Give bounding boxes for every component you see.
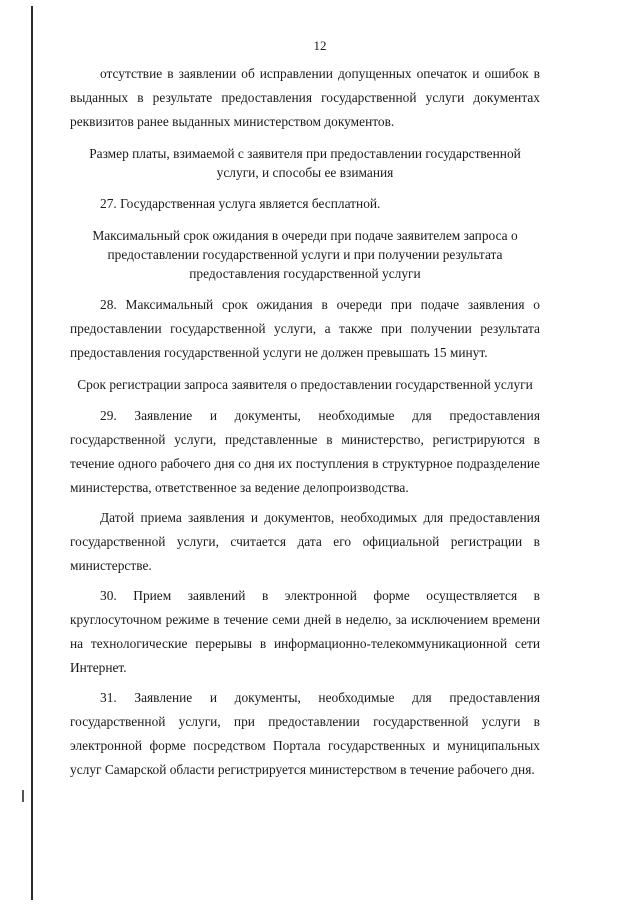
- section-heading-registration: Срок регистрации запроса заявителя о предоставлении государственной услуги: [77, 377, 533, 392]
- page-number: 12: [313, 38, 327, 53]
- paragraph-30: 30. Прием заявлений в электронной форме осуществляется в круглосуточном режиме в течение семи дней в неделю, за исключением времени на технологические перерывы в информационно-телекоммуникационной сети Интернет.: [70, 588, 540, 675]
- paragraph-29-continued: Датой приема заявления и документов, необходимых для предоставления государственной услуги, считается дата его официальной регистрации в министерстве.: [70, 510, 540, 573]
- document-body: [70, 62, 540, 782]
- paragraph-27: 27. Государственная услуга является бесплатной.: [100, 196, 381, 211]
- left-margin-rule: [31, 6, 33, 900]
- paragraph-29: 29. Заявление и документы, необходимые для предоставления государственной услуги, представленные в министерство, регистрируются в течение одного рабочего дня со дня их поступления в структурное подразделение министерства, ответственное за ведение делопроизводства.: [70, 408, 540, 495]
- paragraph-28: 28. Максимальный срок ожидания в очереди при подаче заявления о предоставлении государственной услуги, а также при получении результата предоставления государственной услуги не должен превышать 15 минут.: [70, 297, 540, 360]
- section-heading-waiting-time: Максимальный срок ожидания в очереди при подаче заявителем запроса о предоставлении государственной услуги и при получении результата предоставления государственной услуги: [92, 228, 518, 281]
- paragraph-31: 31. Заявление и документы, необходимые для предоставления государственной услуги, при предоставлении государственной услуги в электронной форме посредством Портала государственных и муниципальных услуг Самарской области регистрируется министерством в течение рабочего дня.: [70, 690, 540, 777]
- margin-mark: [22, 790, 24, 802]
- section-heading-fee: Размер платы, взимаемой с заявителя при предоставлении государственной услуги, и способы ее взимания: [89, 146, 521, 180]
- paragraph-continuation: отсутствие в заявлении об исправлении допущенных опечаток и ошибок в выданных в результате предоставления государственной услуги документах реквизитов ранее выданных министерством документов.: [70, 66, 540, 129]
